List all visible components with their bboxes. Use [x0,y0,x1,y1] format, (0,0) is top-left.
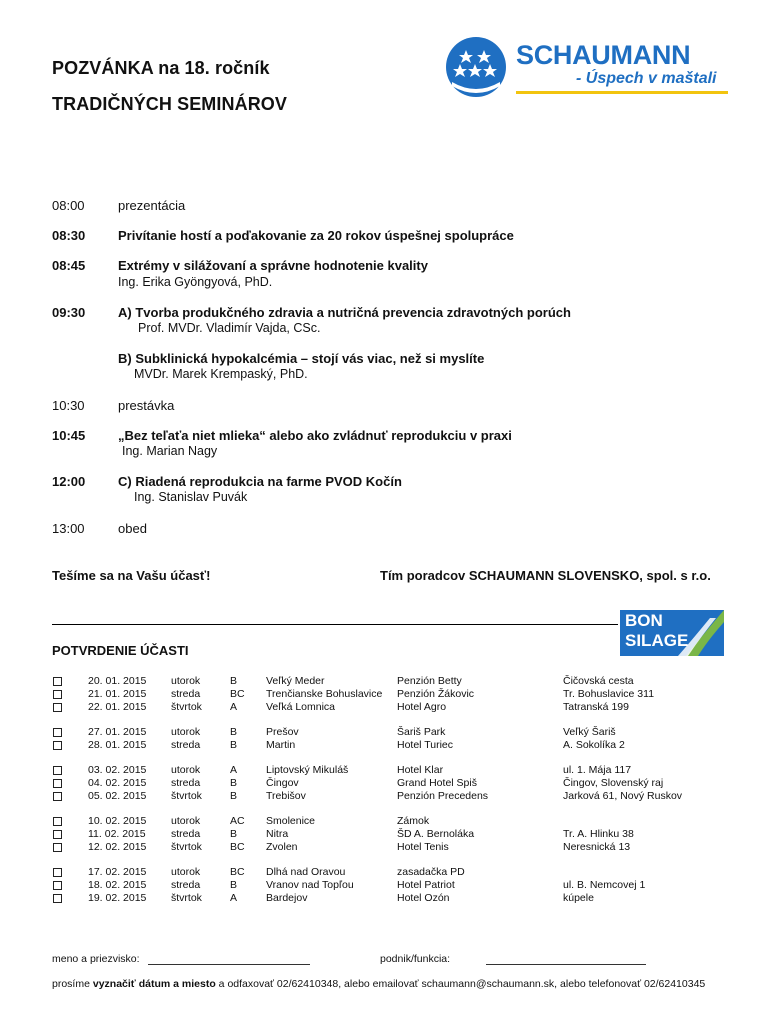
confirmation-row [0,675,772,688]
row-address: Tatranská 199 [563,700,629,713]
row-city: Čingov [266,777,299,789]
attendance-checkbox[interactable] [53,690,62,699]
schedule-text: obed [118,521,147,536]
row-venue: Penzión Precedens [397,789,489,802]
row-city: Smolenice [266,815,316,828]
row-address: Veľký Šariš [563,726,616,738]
row-day: streda [171,687,201,700]
row-variant: A [230,764,238,777]
row-venue: Hotel Turiec [397,738,454,751]
row-venue: zasadačka PD [397,866,465,879]
schedule-time: 10:45 [52,428,86,443]
row-address: Jarková 61, Nový Ruskov [563,789,683,802]
row-day: streda [171,828,201,840]
row-city: Dlhá nad Oravou [266,866,346,879]
row-venue: Penzión Žákovic [397,687,475,700]
company-field[interactable] [486,964,646,965]
row-date: 21. 01. 2015 [88,687,147,700]
row-variant: B [230,789,238,802]
row-address: ul. B. Nemcovej 1 [563,879,646,891]
row-day: štvrtok [171,789,202,802]
confirmation-row [0,866,772,879]
confirmation-row [0,739,772,752]
row-city: Martin [266,738,296,751]
schedule-text: „Bez teľaťa niet mlieka“ alebo ako zvládnuť reprodukciu v praxi [118,428,512,443]
row-day: streda [171,879,201,891]
row-day: utorok [171,764,201,777]
bon-logo-line2: SILAGE [625,631,689,650]
confirmation-row [0,688,772,701]
row-day: štvrtok [171,700,202,713]
confirmation-row [0,815,772,828]
row-city: Liptovský Mikuláš [266,764,349,777]
row-address: Tr. A. Hlinku 38 [563,828,634,840]
schedule-text: B) Subklinická hypokalcémia – stojí vás viac, než si myslíte [118,351,485,366]
confirmation-row [0,790,772,803]
bottom-instruction-pre: prosíme [52,978,93,990]
row-date: 22. 01. 2015 [88,700,147,713]
confirmation-row [0,892,772,905]
section-divider [52,624,618,625]
confirmation-title: POTVRDENIE ÚČASTI [52,643,189,658]
row-date: 18. 02. 2015 [88,879,147,891]
row-venue: ŠD A. Bernoláka [397,828,475,840]
attendance-checkbox[interactable] [53,703,62,712]
bottom-instruction [52,978,705,990]
attendance-checkbox[interactable] [53,830,62,839]
row-variant: BC [230,840,245,853]
row-venue: Hotel Tenis [397,840,449,853]
schedule-text: Privítanie hostí a poďakovanie za 20 rokov úspešnej spolupráce [118,228,514,243]
row-variant: A [230,700,238,713]
row-date: 17. 02. 2015 [88,866,147,879]
schedule-time: 13:00 [52,521,85,536]
confirmation-row [0,879,772,892]
row-variant: B [230,828,238,840]
schedule-speaker: Ing. Erika Gyöngyová, PhD. [118,275,273,289]
row-variant: A [230,891,238,904]
page-title-line1: POZVÁNKA na 18. ročník [52,58,270,78]
company-label: podnik/funkcia: [380,953,451,965]
row-city: Veľký Meder [266,675,325,687]
row-variant: BC [230,866,245,879]
attendance-checkbox[interactable] [53,817,62,826]
schaumann-stars-logo-icon [444,36,510,98]
row-venue: Grand Hotel Spiš [397,777,477,789]
row-date: 20. 01. 2015 [88,675,147,687]
schedule-time: 08:45 [52,258,86,273]
row-address: Čičovská cesta [563,675,634,687]
row-date: 28. 01. 2015 [88,738,147,751]
confirmation-row [0,841,772,854]
schedule-text: prezentácia [118,198,186,213]
schedule-speaker: Ing. Stanislav Puvák [134,490,248,504]
row-date: 19. 02. 2015 [88,891,147,904]
row-date: 05. 02. 2015 [88,789,147,802]
row-city: Trenčianske Bohuslavice [266,687,383,700]
row-date: 10. 02. 2015 [88,815,147,828]
schedule-text: prestávka [118,398,175,413]
bottom-instruction-post: a odfaxovať 02/62410348, alebo emailovať schaumann@schaumann.sk, alebo telefonovať 02/62410345 [215,978,706,990]
row-city: Nitra [266,828,289,840]
row-date: 12. 02. 2015 [88,840,147,853]
confirmation-row [0,764,772,777]
attendance-checkbox[interactable] [53,843,62,852]
row-venue: Šariš Park [397,726,446,738]
row-address: Čingov, Slovenský raj [563,777,664,789]
attendance-checkbox[interactable] [53,881,62,890]
schedule-time: 09:30 [52,305,86,320]
row-venue: Penzión Betty [397,675,462,687]
name-label: meno a priezvisko: [52,953,140,965]
schedule-text: Extrémy v silážovaní a správne hodnotenie kvality [118,258,428,273]
attendance-checkbox[interactable] [53,779,62,788]
row-day: streda [171,777,201,789]
row-variant: B [230,675,238,687]
attendance-checkbox[interactable] [53,677,62,686]
attendance-checkbox[interactable] [53,728,62,737]
schedule-text: A) Tvorba produkčného zdravia a nutričná prevencia zdravotných porúch [118,305,571,320]
schedule-time: 08:00 [52,198,85,213]
attendance-checkbox[interactable] [53,741,62,750]
logo-underline [516,91,728,94]
confirmation-row [0,726,772,739]
row-variant: AC [230,815,245,828]
row-address: kúpele [563,891,594,904]
row-venue: Hotel Agro [397,700,447,713]
team-signature: Tím poradcov SCHAUMANN SLOVENSKO, spol. s r.o. [380,568,711,583]
row-venue: Hotel Patriot [397,879,455,891]
row-day: štvrtok [171,840,202,853]
row-address: ul. 1. Mája 117 [563,764,632,777]
row-venue: Hotel Klar [397,764,444,777]
row-day: utorok [171,815,201,828]
schedule-time: 08:30 [52,228,86,243]
row-venue: Zámok [397,815,430,828]
row-day: utorok [171,726,201,738]
row-day: utorok [171,866,201,879]
row-address: A. Sokolíka 2 [563,738,625,751]
row-city: Bardejov [266,891,308,904]
row-variant: B [230,726,238,738]
row-variant: BC [230,687,245,700]
greeting-text: Tešíme sa na Vašu účasť! [52,568,211,583]
row-day: streda [171,738,201,751]
row-city: Zvolen [266,840,298,853]
row-city: Prešov [266,726,299,738]
row-variant: B [230,777,238,789]
row-variant: B [230,738,238,751]
row-city: Vranov nad Topľou [266,879,354,891]
row-date: 04. 02. 2015 [88,777,147,789]
bon-silage-logo [620,610,724,656]
logo-slogan: - Úspech v maštali [576,70,717,87]
confirmation-row [0,828,772,841]
attendance-checkbox[interactable] [53,766,62,775]
row-day: štvrtok [171,891,202,904]
bottom-instruction-bold: vyznačiť dátum a miesto [92,978,216,990]
bon-logo-line1: BON [625,611,663,630]
confirmation-row [0,777,772,790]
row-date: 27. 01. 2015 [88,726,147,738]
attendance-checkbox[interactable] [53,792,62,801]
row-address: Neresnická 13 [563,840,631,853]
schedule-text: C) Riadená reprodukcia na farme PVOD Kočín [118,474,402,489]
name-field[interactable] [148,964,310,965]
confirmation-row [0,701,772,714]
logo-brand-name: SCHAUMANN [516,40,691,70]
attendance-checkbox[interactable] [53,868,62,877]
schedule-speaker: Prof. MVDr. Vladimír Vajda, CSc. [138,321,321,335]
schedule-time: 12:00 [52,474,86,489]
row-date: 03. 02. 2015 [88,764,147,777]
row-variant: B [230,879,238,891]
schedule-speaker: MVDr. Marek Krempaský, PhD. [134,367,308,381]
schedule-speaker: Ing. Marian Nagy [122,444,218,458]
page-title-line2: TRADIČNÝCH SEMINÁROV [52,94,288,114]
schedule-time: 10:30 [52,398,85,413]
row-city: Veľká Lomnica [266,700,336,713]
row-date: 11. 02. 2015 [88,828,146,840]
row-day: utorok [171,675,201,687]
row-address: Tr. Bohuslavice 311 [563,687,655,700]
row-city: Trebišov [266,789,306,802]
row-venue: Hotel Ozón [397,891,450,904]
attendance-checkbox[interactable] [53,894,62,903]
